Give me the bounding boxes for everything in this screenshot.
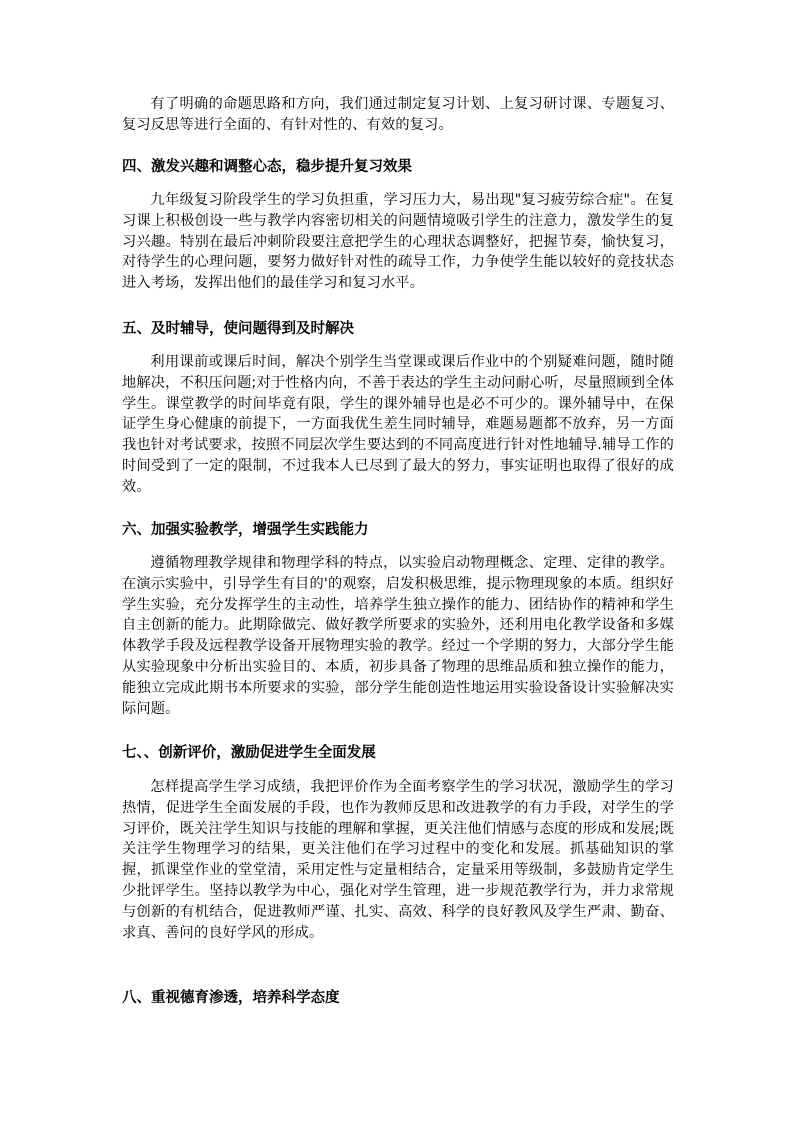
intro-paragraph: 有了明确的命题思路和方向，我们通过制定复习计划、上复习研讨课、专题复习、复习反思等进行全面的、有针对性的、有效的复习。 [122,96,674,133]
document-body [122,90,674,1006]
section-heading-5: 五、及时辅导，使问题得到及时解决 [122,321,354,337]
section-heading-8: 八、重视德育渗透，培养科学态度 [122,990,340,1006]
section-body-4: 九年级复习阶段学生的学习负担重，学习压力大，易出现"复习疲劳综合症"。在复习课上积极创设一些与教学内容密切相关的问题情境吸引学生的注意力，激发学生的复习兴趣。特别在最后冲刺阶段要注意把学生的心理状态调整好，把握节奏，愉快复习，对待学生的心理问题，要努力做好针对性的疏导工作，力争使学生能以较好的竞技状态进入考场，发挥出他们的最佳学习和复习水平。 [122,192,674,292]
section-heading-6: 六、加强实验教学，增强学生实践能力 [122,522,369,538]
section-body-6: 遵循物理教学规律和物理学科的特点，以实验启动物理概念、定理、定律的教学。在演示实验中，引导学生有目的'的观察，启发积极思维，提示物理现象的本质。组织好学生实验，充分发挥学生的主动性，培养学生独立操作的能力、团结协作的精神和学生自主创新的能力。此期除做完、做好教学所要求的实验外，还利用电化教学设备和多媒体教学手段及远程教学设备开展物理实验的教学。经过一个学期的努力，大部分学生能从实验现象中分析出实验目的、本质，初步具备了物理的思维品质和独立操作的能力，能独立完成此期书本所要求的实验，部分学生能创造性地运用实验设备设计实验解决实际问题。 [122,555,674,717]
section-body-5: 利用课前或课后时间，解决个别学生当堂课或课后作业中的个别疑难问题，随时随地解决，不积压问题;对于性格内向，不善于表达的学生主动问耐心听，尽量照顾到全体学生。课堂教学的时间毕竟有限，学生的课外辅导也是必不可少的。课外辅导中，在保证学生身心健康的前提下，一方面我优生差生同时辅导，难题易题都不放弃，另一方面我也针对考试要求，按照不同层次学生要达到的不同高度进行针对性地辅导.辅导工作的时间受到了一定的限制，不过我本人已尽到了最大的努力，事实证明也取得了很好的成效。 [122,354,674,495]
section-heading-7: 七、、创新评价，激励促进学生全面发展 [122,745,376,761]
section-heading-4: 四、激发兴趣和调整心态，稳步提升复习效果 [122,159,412,175]
section-body-7: 怎样提高学生学习成绩，我把评价作为全面考察学生的学习状况，激励学生的学习热情，促进学生全面发展的手段，也作为教师反思和改进教学的有力手段，对学生的学习评价，既关注学生知识与技能的理解和掌握，更关注他们情感与态度的形成和发展;既关注学生物理学习的结果，更关注他们在学习过程中的变化和发展。抓基础知识的掌握，抓课堂作业的堂堂清，采用定性与定量相结合，定量采用等级制，多鼓励肯定学生少批评学生。坚持以教学为中心，强化对学生管理，进一步规范教学行为，并力求常规与创新的有机结合，促进教师严谨、扎实、高效、科学的良好教风及学生严肃、勤奋、求真、善问的良好学风的形成。 [122,779,674,941]
